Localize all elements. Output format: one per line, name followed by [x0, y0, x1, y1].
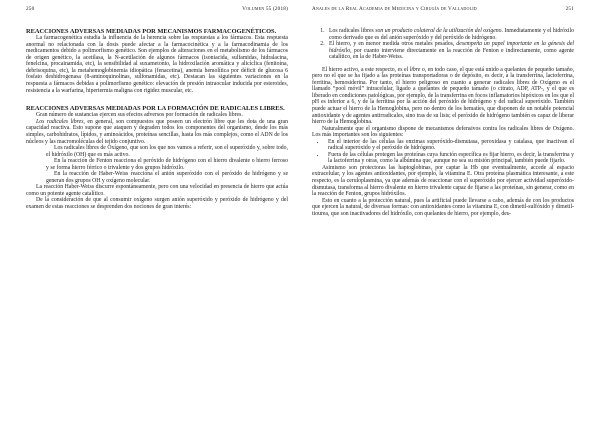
left-running-title: Volumen 55 (2018) [242, 6, 288, 12]
section-heading-radicales-libres: REACCIONES ADVERSAS MEDIADAS POR LA FORMACIÓN DE RADICALES LIBRES. [26, 105, 285, 113]
right-page-body [312, 28, 574, 217]
paragraph-asimismo: Asimismo son protectoras las haptoglobinas, por captar la Hb que eventualmente, accede al espacio extracelular, y los agentes antioxidantes, por ejemplo, la vitamina E. Otra proteína plasmática interesante, a este respecto, es la ceruloplasmina, ya que además de reaccionar con el superóxido por ejercer actividad superóxido-dismutasa, transforma al hierro divalente en hierro trivalente capaz de fijarse a las proteínas, sin generar, como en la reacción de Fenton, grupos hidróxilos. [312, 164, 574, 198]
list-item: • Fuera de las células protegen las proteínas cuya función específica es fijar hierro, es decir, la transferrina y la lactoferrina y otras, como la albúmina que, aunque no sea su misión principal, también puede fijarlo. [326, 152, 574, 165]
left-page-number: 250 [26, 6, 35, 12]
paragraph-radicales-definicion [26, 119, 288, 145]
paragraph-mecanismos-defensivos: Naturalmente que el organismo dispone de mecanismos defensivos contra los radicales libres de Oxígeno. Los más importantes son los siguientes: [312, 125, 574, 139]
left-page-body [26, 28, 288, 211]
right-page-number: 251 [565, 6, 574, 12]
right-running-title: Anales de la Real Academia de Medicina y Cirugía de Valladolid [312, 6, 477, 12]
paragraph-radicales-intro: Gran número de sustancias ejercen sus efectos adversos por formación de radicales libres. [36, 112, 243, 119]
right-running-header [312, 5, 574, 13]
right-page [312, 0, 574, 423]
paragraph-farmacogenetica: La farmacogenética estudia la influencia de la herencia sobre las respuestas a los fármacos. Esta respuesta anormal no relacionada con la dosis puede afectar a la farmacocinética y a la farmacodinamia de los medicamentos debido a polimorfismo genético. Son ejemplos de alteraciones en el metabolismo de los fármacos de origen genético, la acetilasa, la N-acetilación de algunos fármacos (isoniacida, sulfamidas, hidralacina, fenelcina, procainamida, etc), la sensibilidad al suxametonio, la hidroxilación aromática y alicíclica (fenitoína, debrisoquina, etc), la metahemoglobinemia idiopática (fenacetina), anemia hemolítica por déficit de glucosa 6 fosfato deshidrogenasa (8-aminoquinolinas, sulfonamidas, etc). Destacan las siguientes variaciones en la respuesta a fármacos debidas a polimorfismo genético: elevación de presión intraocular inducida por esteroides, resistencia a la warfarina, hipertermia maligna con rigidez muscular, etc. [26, 35, 288, 94]
left-page [26, 0, 288, 423]
paragraph-hierro-activo: El hierro activo, a este respecto, es el libre o, en todo caso, el que está unido a quelantes de pequeño tamaño, pero no el que se ha fijado a las proteínas transportadoras o de depósito, es decir, a la transferrina, lactoferrina, ferritina, hemosiderina. Por tanto, el hierro peligroso en cuanto a generar radicales libres de Oxígeno es el llamado “pool móvil” intracelular, ligado a quelantes de pequeño tamaño (o citrato, ADP, ATP-, y el que es liberado en condiciones patológicas, por ejemplo, de la transferrina en focos inflamatorios hipóxicos en los que el pH es inferior a 6, y de la ferritina por la acción del peróxido de hidrógeno y del radical superóxido. También puede actuar el hierro de la Hemoglobina, pero no dentro de los hematíes, que disponen de un notable potencial antioxidante y de agentes antirradicales, sino tras de su lisis; el peróxido de hidrógeno también es capaz de liberar hierro de la Hemoglobina. [312, 66, 575, 126]
paragraph-proteccion-artificial: Esto en cuanto a la protección natural, pues la artificial puede llevarse a cabo, además de con los productos que ejercen la natural, de diversas formas: con antioxidantes como la vitamina E, con dimetil-sulfóxido y dimetil-tiourea, que son inactivadores del hidróxilo, con quelantes de hierro, por ejemplo, des- [312, 197, 574, 217]
nociones-list [312, 28, 574, 61]
paragraph-consideracion: De la consideración de que al consumir oxígeno surgen anión superóxido y peróxido de hidrógeno y del examen de estas reacciones se desprenden dos nociones de gran interés: [26, 197, 288, 210]
paragraph-reaccion-fenton: En la reacción de Fenton reacciona el peróxido de hidrógeno con el hierro divalente o hierro ferroso y se forma hierro férrico o trivalente y dos grupos hidróxilo. [46, 158, 288, 171]
paragraph-radicales-oxigeno: Los radicales libres de Oxígeno, que son los que nos vamos a referir, son el superóxido y, sobre todo, el hidróxilo (OH) que es más activo. [46, 145, 288, 158]
defensas-list [312, 139, 574, 165]
left-running-header [26, 5, 288, 13]
radicales-definicion-text: en general, son compuestos que poseen un electrón libre que les dota de una gran capacidad reactiva. Esto supone que ataquen y degraden todos los componentes del organismo, desde los más simples, carbohidratos, lípidos, y aminoácidos, proteínas sencillas, hasta los más complejos, como el ADN de los núcleos y las macromoléculas del tejido conjuntivo. [26, 118, 288, 145]
list-item: • En el interior de las células las enzimas superóxido-dismutasa, peroxidasa y catalasa, que inactivan el radical superóxido y el peróxido de hidrógeno. [326, 139, 574, 152]
list-item: 2. El hierro, y en menor medida otros metales pesados, desempeña un papel importante en la génesis del hidróxilo, por cuanto interviene directamente en la reacción de Fenton e indirectamente, como agente catalítico, en la de Haber-Weiss. [326, 41, 574, 61]
section-heading-farmacogeneticos: REACCIONES ADVERSAS MEDIADAS POR MECANISMOS FARMACOGENÉTICOS. [26, 28, 277, 35]
paragraph-haber-weiss-velocidad: La reacción Haber-Weiss discurre espontáneamente, pero con una velocidad en presencia de hierro que actúa como un potente agente catalítico. [26, 184, 288, 197]
radicales-libres-italic: Los radicales libres, [36, 118, 85, 125]
paragraph-reaccion-haber-weiss: En la reacción de Haber-Weiss reacciona el anión superóxido con el peróxido de hidrógeno y se generan dos grupos OH y oxígeno molecular. [46, 171, 288, 184]
list-item: 1. Los radicales libres son un producto colateral de la utilización del oxígeno. Inmediatamente y el hidróxilo como derivado que es del anión superóxido y del peróxido de hidrógeno. [326, 28, 574, 41]
